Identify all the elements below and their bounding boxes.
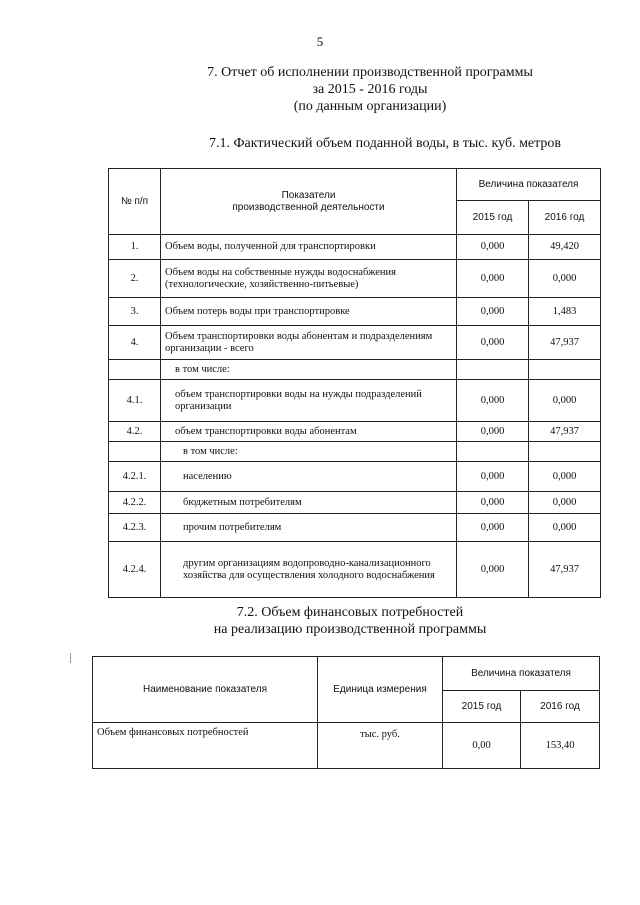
row-value-2015: 0,000: [457, 260, 529, 298]
row-unit: тыс. руб.: [318, 723, 443, 769]
row-num: 4.: [109, 326, 161, 360]
row-value-2016: 0,000: [529, 260, 601, 298]
table-row: [109, 360, 601, 380]
row-num: 4.2.1.: [109, 462, 161, 492]
row-value-2016: 0,000: [529, 514, 601, 542]
table-row: [109, 380, 601, 422]
table-row: [109, 462, 601, 492]
row-num: 2.: [109, 260, 161, 298]
row-name: Объем транспортировки воды абонентам и подразделениям организации - всего: [161, 326, 457, 360]
header-year-2015: 2015 год: [443, 691, 521, 723]
row-value-2016: 0,000: [529, 380, 601, 422]
section2-title: [150, 604, 550, 638]
row-value-2015: 0,000: [457, 380, 529, 422]
header-indicator-line1: Показатели: [281, 189, 336, 201]
water-volume-table: [108, 168, 601, 598]
row-value-2015: [457, 360, 529, 380]
row-name: в том числе:: [161, 360, 457, 380]
row-num: [109, 442, 161, 462]
table-row: [109, 514, 601, 542]
row-name: объем транспортировки воды абонентам: [161, 422, 457, 442]
page-number: 5: [316, 34, 324, 49]
table-row: [109, 260, 601, 298]
row-value-2016: 47,937: [529, 542, 601, 598]
row-num: 4.2.2.: [109, 492, 161, 514]
row-value-2015: 0,000: [457, 298, 529, 326]
row-value-2015: 0,000: [457, 326, 529, 360]
margin-mark: [70, 653, 71, 663]
row-num: 4.1.: [109, 380, 161, 422]
report-title-line1: 7. Отчет об исполнении производственной программы: [207, 65, 533, 80]
row-num: 4.2.: [109, 422, 161, 442]
header-year-2016: 2016 год: [521, 691, 600, 723]
financial-needs-table: [92, 656, 600, 769]
row-name: прочим потребителям: [161, 514, 457, 542]
row-value-2016: 47,937: [529, 422, 601, 442]
table-row: [109, 492, 601, 514]
section2-title-line1: 7.2. Объем финансовых потребностей: [236, 605, 464, 620]
row-value-2016: 153,40: [521, 723, 600, 769]
report-title: [170, 64, 570, 115]
row-num: 1.: [109, 235, 161, 260]
header-unit: Единица измерения: [318, 657, 443, 723]
section1-title: 7.1. Фактический объем поданной воды, в тыс. куб. метров: [208, 136, 562, 151]
row-value-2015: 0,000: [457, 235, 529, 260]
row-value-2015: 0,000: [457, 462, 529, 492]
row-name: бюджетным потребителям: [161, 492, 457, 514]
row-value-2016: 0,000: [529, 462, 601, 492]
row-name: населению: [161, 462, 457, 492]
row-name: в том числе:: [161, 442, 457, 462]
row-value-2016: 1,483: [529, 298, 601, 326]
row-value-2016: [529, 442, 601, 462]
header-value-group: Величина показателя: [443, 657, 600, 691]
table-row: [109, 298, 601, 326]
table-row: [109, 442, 601, 462]
row-name: Объем воды на собственные нужды водоснабжения (технологические, хозяйственно-питьевые): [161, 260, 457, 298]
row-value-2015: 0,00: [443, 723, 521, 769]
row-name: другим организациям водопроводно-канализационного хозяйства для осуществления холодного водоснабжения: [161, 542, 457, 598]
row-name: Объем финансовых потребностей: [93, 723, 318, 769]
row-value-2016: 49,420: [529, 235, 601, 260]
row-num: 4.2.4.: [109, 542, 161, 598]
header-indicator-line2: производственной деятельности: [232, 201, 385, 213]
row-value-2015: 0,000: [457, 422, 529, 442]
row-name: Объем потерь воды при транспортировке: [161, 298, 457, 326]
row-num: [109, 360, 161, 380]
section2-title-line2: на реализацию производственной программы: [213, 622, 487, 637]
report-title-line3: (по данным организации): [293, 99, 447, 114]
header-num: № п/п: [109, 169, 161, 235]
header-year-2016: 2016 год: [529, 201, 601, 235]
row-value-2015: 0,000: [457, 492, 529, 514]
row-value-2015: 0,000: [457, 514, 529, 542]
row-value-2015: [457, 442, 529, 462]
row-name: объем транспортировки воды на нужды подразделений организации: [161, 380, 457, 422]
table-row: [93, 723, 600, 769]
header-indicator-name: Наименование показателя: [93, 657, 318, 723]
table-row: [109, 542, 601, 598]
row-value-2016: 47,937: [529, 326, 601, 360]
row-name: Объем воды, полученной для транспортировки: [161, 235, 457, 260]
table-row: [109, 235, 601, 260]
row-num: 3.: [109, 298, 161, 326]
row-value-2016: 0,000: [529, 492, 601, 514]
table-row: [109, 326, 601, 360]
header-indicator: [161, 169, 457, 235]
report-title-line2: за 2015 - 2016 годы: [312, 82, 428, 97]
header-year-2015: 2015 год: [457, 201, 529, 235]
row-value-2016: [529, 360, 601, 380]
table-row: [109, 422, 601, 442]
row-value-2015: 0,000: [457, 542, 529, 598]
row-num: 4.2.3.: [109, 514, 161, 542]
header-value-group: Величина показателя: [457, 169, 601, 201]
